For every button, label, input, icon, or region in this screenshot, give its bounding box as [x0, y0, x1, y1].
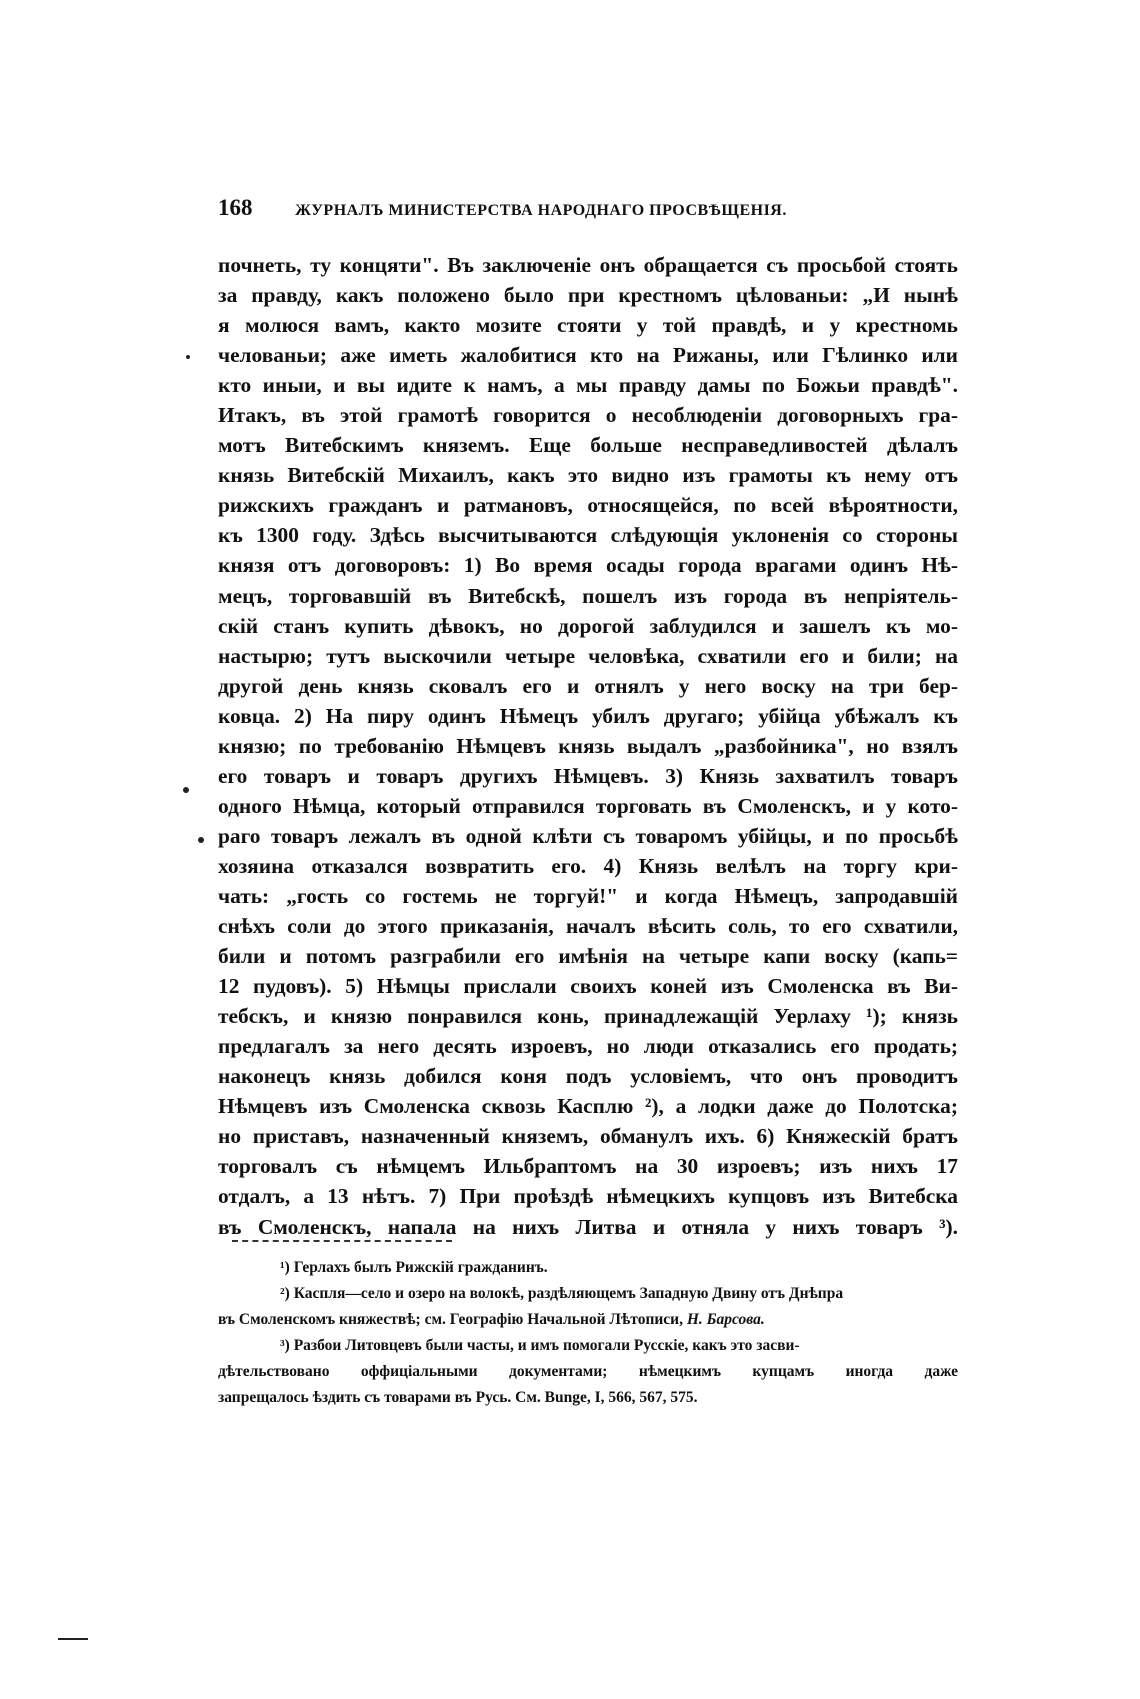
- body-line: наконецъ князь добился коня подъ условіемъ, что онъ проводитъ: [218, 1064, 958, 1089]
- footnote-1: [218, 1255, 958, 1281]
- body-line: другой день князь сковалъ его и отнялъ у него воску на три бер-: [218, 673, 958, 698]
- body-line: снѣхъ соли до этого приказанія, началъ вѣсить соль, то его схватили,: [218, 914, 958, 939]
- body-line: ковца. 2) На пиру одинъ Нѣмецъ убилъ другаго; убійца убѣжалъ къ: [218, 703, 958, 728]
- margin-mark: [183, 787, 189, 793]
- margin-mark: [198, 837, 204, 843]
- page-number: 168: [218, 195, 253, 220]
- footnotes: [218, 1255, 958, 1411]
- body-line: но приставъ, назначенный княземъ, обманулъ ихъ. 6) Княжескій братъ: [218, 1124, 958, 1149]
- page-edge-mark: [58, 1638, 88, 1640]
- journal-title: ЖУРНАЛЪ МИНИСТЕРСТВА НАРОДНАГО ПРОСВѢЩЕНІЯ.: [295, 202, 787, 219]
- body-line: торговалъ съ нѣмцемъ Ильбраптомъ на 30 изроевъ; изъ нихъ 17: [218, 1154, 958, 1179]
- body-line: за правду, какъ положено было при крестномъ цѣлованьи: „И нынѣ: [218, 283, 958, 308]
- body-line: мотъ Витебскимъ княземъ. Еще больше несправедливостей дѣлалъ: [218, 433, 958, 458]
- body-line: скій станъ купить дѣвокъ, но дорогой заблудился и зашелъ къ мо-: [218, 613, 958, 638]
- body-line: князю; по требованію Нѣмцевъ князь выдалъ „разбойника", но взялъ: [218, 733, 958, 758]
- footnote-text: Разбои Литовцевъ были часты, и имъ помогали Русскіе, какъ это засви-: [293, 1337, 800, 1354]
- footnote-text-continued: запрещалось ѣздить съ товарами въ Русь. См. Bunge, I, 566, 567, 575.: [218, 1389, 698, 1406]
- body-line: почнеть, ту концяти". Въ заключеніе онъ обращается съ просьбой стоять: [218, 253, 958, 277]
- margin-mark: [186, 355, 190, 359]
- footnote-mark: ³): [280, 1337, 290, 1354]
- body-line: хозяина отказался возвратить его. 4) Князь велѣлъ на торгу кри-: [218, 853, 958, 878]
- body-line: раго товаръ лежалъ въ одной клѣти съ товаромъ убійцы, и по просьбѣ: [218, 823, 958, 848]
- footnote-2: [218, 1281, 958, 1333]
- body-line: кто иныи, и вы идите к намъ, а мы правду дамы по Божьи правдѣ".: [218, 373, 958, 398]
- running-head: [218, 195, 958, 227]
- footnote-3: [218, 1333, 958, 1411]
- footnote-mark: ²): [280, 1285, 290, 1302]
- footnote-author: Н. Барсова.: [686, 1311, 765, 1328]
- body-line: рижскихъ гражданъ и ратмановъ, относящейся, по всей вѣроятности,: [218, 493, 958, 518]
- footnote-mark: ¹): [280, 1259, 290, 1276]
- body-line: били и потомъ разграбили его имѣнія на четыре капи воску (капь=: [218, 944, 958, 969]
- body-line: челованьи; аже иметь жалобитися кто на Рижаны, или Гѣлинко или: [218, 343, 958, 368]
- footnote-text-continued: дѣтельствовано оффиціальными документами; нѣмецкимъ купцамъ иногда даже: [218, 1363, 958, 1380]
- body-line: его товаръ и товаръ другихъ Нѣмцевъ. 3) Князь захватилъ товаръ: [218, 763, 958, 788]
- body-line: Итакъ, въ этой грамотѣ говорится о несоблюденіи договорныхъ гра-: [218, 403, 958, 428]
- body-line: тебскъ, и князю понравился конь, принадлежащій Уерлаху ¹); князь: [218, 1004, 958, 1029]
- body-line: 12 пудовъ). 5) Нѣмцы прислали своихъ коней изъ Смоленска въ Ви-: [218, 974, 958, 999]
- footnote-text: Каспля—село и озеро на волокѣ, раздѣляющемъ Западную Двину отъ Днѣпра: [293, 1285, 844, 1302]
- body-line: мецъ, торговавшій въ Витебскѣ, пошелъ изъ города въ непріятель-: [218, 583, 958, 608]
- body-line: въ Смоленскъ, напала на нихъ Литва и отняла у нихъ товаръ ³).: [218, 1214, 958, 1239]
- body-line: къ 1300 году. Здѣсь высчитываются слѣдующія уклоненія со стороны: [218, 523, 958, 548]
- body-line: Нѣмцевъ изъ Смоленска сквозь Касплю ²), а лодки даже до Полотска;: [218, 1094, 958, 1119]
- body-line: я молюся вамъ, както мозите стояти у той правдѣ, и у крестномь: [218, 313, 958, 338]
- footnote-rule: [232, 1240, 452, 1242]
- body-line: чать: „гость со гостемь не торгуй!" и когда Нѣмецъ, запродавшій: [218, 883, 958, 908]
- body-line: князя отъ договоровъ: 1) Во время осады города врагами одинъ Нѣ-: [218, 553, 958, 578]
- body-text: [218, 250, 958, 1242]
- body-line: одного Нѣмца, который отправился торговать въ Смоленскъ, и у кото-: [218, 793, 958, 818]
- body-line: предлагалъ за него десять изроевъ, но люди отказались его продать;: [218, 1034, 958, 1059]
- footnote-text: Герлахъ былъ Рижскій гражданинъ.: [293, 1259, 548, 1276]
- body-line: отдалъ, а 13 нѣтъ. 7) При проѣздѣ нѣмецкихъ купцовъ изъ Витебска: [218, 1184, 958, 1209]
- body-line: настырю; тутъ выскочили четыре человѣка, схватили его и били; на: [218, 643, 958, 668]
- footnote-text-continued: [218, 1307, 958, 1333]
- footnote-text: въ Смоленскомъ княжествѣ; см. Географію Начальной Лѣтописи,: [218, 1311, 683, 1328]
- body-line: князь Витебскій Михаилъ, какъ это видно изъ грамоты къ нему отъ: [218, 463, 958, 488]
